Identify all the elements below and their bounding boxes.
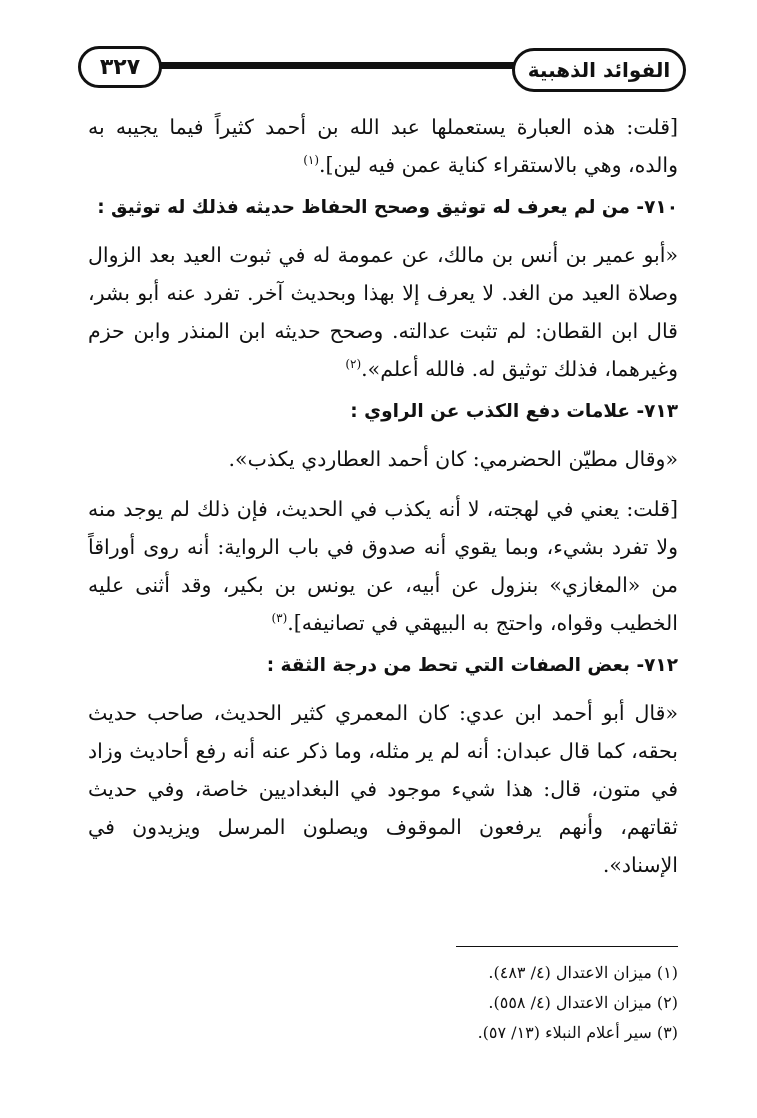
paragraph-1-text: [قلت: هذه العبارة يستعملها عبد الله بن أحمد كثيراً فيما يجيبه به والده، وهي بالاستقراء كناية عمن فيه لين]. [88,115,678,177]
section-heading-712: ٧١٢- بعض الصفات التي تحط من درجة الثقة : [266,655,678,676]
paragraph-2-text: «أبو عمير بن أنس بن مالك، عن عمومة له في ثبوت العيد بعد الزوال وصلاة العيد من الغد. لا يعرف إلا بهذا وبحديث آخر. تفرد عنه أبو بشر، قال ابن القطان: لم تثبت عدالته. وصحح حديثه ابن المنذر وابن حزم وغيرهما، فذلك توثيق له. فالله أعلم». [88,243,678,381]
footnote-separator [456,946,678,947]
section-heading-710: ٧١٠- من لم يعرف له توثيق وصحح الحفاظ حديثه فذلك له توثيق : [97,197,678,218]
book-title: الفوائد الذهبية [512,48,686,92]
page-number: ٣٢٧ [78,46,162,88]
footnote-ref-2: (٢) [345,357,362,372]
section-heading-713: ٧١٣- علامات دفع الكذب عن الراوي : [350,401,678,422]
paragraph-1 [88,108,678,184]
page-body [88,108,678,884]
footnotes [88,958,678,1048]
footnote-1: (١) ميزان الاعتدال (٤/ ٤٨٣). [488,963,678,982]
page-header [78,46,686,94]
paragraph-4-text: [قلت: يعني في لهجته، لا أنه يكذب في الحديث، فإن ذلك لم يوجد منه ولا تفرد بشيء، وبما يقوي أنه صدوق في باب الرواية: أنه روى أوراقاً من «المغازي» بنزول عن أبيه، عن يونس بن بكير، وقد أثنى عليه الخطيب وقواه، واحتج به البيهقي في تصانيفه]. [88,497,678,635]
paragraph-3: «وقال مطيّن الحضرمي: كان أحمد العطاردي يكذب». [228,447,678,471]
footnote-2: (٢) ميزان الاعتدال (٤/ ٥٥٨). [488,993,678,1012]
paragraph-5: «قال أبو أحمد ابن عدي: كان المعمري كثير الحديث، صاحب حديث بحقه، كما قال عبدان: أنه لم ير مثله، وما ذكر عنه أنه رفع أحاديث وزاد في متون، قال: هذا شيء موجود في البغداديين خاصة، وفي حديث ثقاتهم، وأنهم يرفعون الموقوف ويصلون المرسل ويزيدون في الإسناد». [88,701,678,877]
paragraph-2 [88,236,678,388]
footnote-3: (٣) سير أعلام النبلاء (١٣/ ٥٧). [477,1023,678,1042]
footnote-ref-1: (١) [303,153,320,168]
footnote-ref-3: (٣) [271,611,288,626]
paragraph-4 [88,490,678,642]
header-rule [138,62,528,69]
